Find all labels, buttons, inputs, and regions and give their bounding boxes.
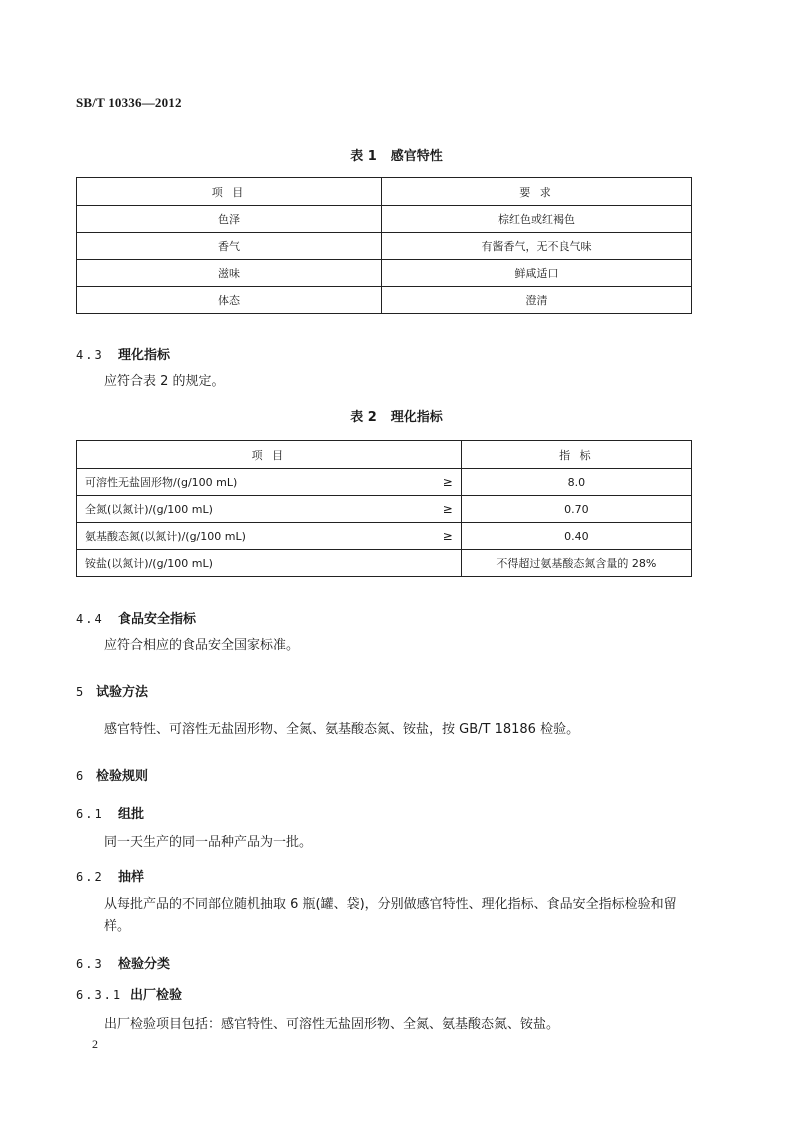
table2-physicochemical	[76, 440, 692, 577]
table2-title: 理化指标	[390, 410, 443, 425]
table2-value: 8.0	[461, 469, 691, 496]
section-number: 6.1	[76, 807, 104, 821]
section-6-3-heading	[76, 953, 170, 972]
section-number: 6.3	[76, 957, 104, 971]
section-title: 组批	[118, 807, 145, 822]
table-row	[77, 496, 692, 523]
section-5-heading	[76, 681, 148, 700]
table1-requirement: 有酱香气，无不良气味	[382, 233, 692, 260]
table2-header-item: 项 目	[77, 441, 462, 469]
section-6-1-text: 同一天生产的同一品种产品为一批。	[104, 835, 313, 850]
table1-requirement: 鲜咸适口	[382, 260, 692, 287]
table1-number: 表 1	[350, 149, 377, 164]
section-number: 6.2	[76, 870, 104, 884]
section-4-3-heading	[76, 344, 170, 363]
table-row	[77, 287, 692, 314]
section-number: 4.3	[76, 348, 104, 362]
section-title: 检验分类	[118, 957, 171, 972]
table1-requirement: 澄清	[382, 287, 692, 314]
table-row	[77, 206, 692, 233]
section-6-1-heading	[76, 803, 144, 822]
table1-requirement: 棕红色或红褐色	[382, 206, 692, 233]
section-title: 试验方法	[96, 685, 149, 700]
table2-value: 不得超过氨基酸态氮含量的 28%	[461, 550, 691, 577]
table2-header-value: 指 标	[461, 441, 691, 469]
page-number: 2	[92, 1037, 98, 1051]
table1-caption	[0, 145, 793, 164]
section-6-3-1-heading	[76, 984, 182, 1003]
section-title: 出厂检验	[130, 988, 183, 1003]
section-number: 4.4	[76, 612, 104, 626]
standard-code: SB/T 10336—2012	[76, 95, 182, 110]
table1-header-item: 项 目	[77, 178, 382, 206]
section-4-4-heading	[76, 608, 196, 627]
table2-item: 全氮(以氮计)/(g/100 mL)	[77, 496, 421, 523]
section-title: 理化指标	[118, 348, 171, 363]
table1-item: 香气	[77, 233, 382, 260]
section-5-text: 感官特性、可溶性无盐固形物、全氮、氨基酸态氮、铵盐，按 GB/T 18186 检验。	[104, 722, 580, 737]
section-title: 食品安全指标	[118, 612, 197, 627]
table1-sensory	[76, 177, 692, 314]
table-row	[77, 469, 692, 496]
table1-title: 感官特性	[390, 149, 443, 164]
table-row	[77, 260, 692, 287]
table2-caption	[0, 406, 793, 425]
table1-item: 滋味	[77, 260, 382, 287]
table2-number: 表 2	[350, 410, 377, 425]
section-6-2-heading	[76, 866, 144, 885]
table1-header-requirement: 要 求	[382, 178, 692, 206]
table1-item: 体态	[77, 287, 382, 314]
section-title: 抽样	[118, 870, 145, 885]
table-row	[77, 523, 692, 550]
table2-value: 0.40	[461, 523, 691, 550]
section-6-3-1-text: 出厂检验项目包括：感官特性、可溶性无盐固形物、全氮、氨基酸态氮、铵盐。	[104, 1017, 560, 1032]
table2-value: 0.70	[461, 496, 691, 523]
section-number: 5	[76, 685, 86, 699]
table1-item: 色泽	[77, 206, 382, 233]
table2-sign: ≥	[421, 496, 462, 523]
table2-sign: ≥	[421, 523, 462, 550]
section-number: 6	[76, 769, 86, 783]
table2-sign	[421, 550, 462, 577]
table-row	[77, 550, 692, 577]
table2-item: 氨基酸态氮(以氮计)/(g/100 mL)	[77, 523, 421, 550]
table2-item: 可溶性无盐固形物/(g/100 mL)	[77, 469, 421, 496]
section-6-2-text: 从每批产品的不同部位随机抽取 6 瓶(罐、袋)，分别做感官特性、理化指标、食品安全指标检验和留样。	[104, 897, 677, 934]
section-title: 检验规则	[96, 769, 149, 784]
section-6-heading	[76, 765, 148, 784]
table-row	[77, 233, 692, 260]
table2-item: 铵盐(以氮计)/(g/100 mL)	[77, 550, 421, 577]
table2-sign: ≥	[421, 469, 462, 496]
section-number: 6.3.1	[76, 988, 123, 1002]
section-4-4-text: 应符合相应的食品安全国家标准。	[104, 638, 300, 653]
section-4-3-text: 应符合表 2 的规定。	[104, 374, 225, 389]
